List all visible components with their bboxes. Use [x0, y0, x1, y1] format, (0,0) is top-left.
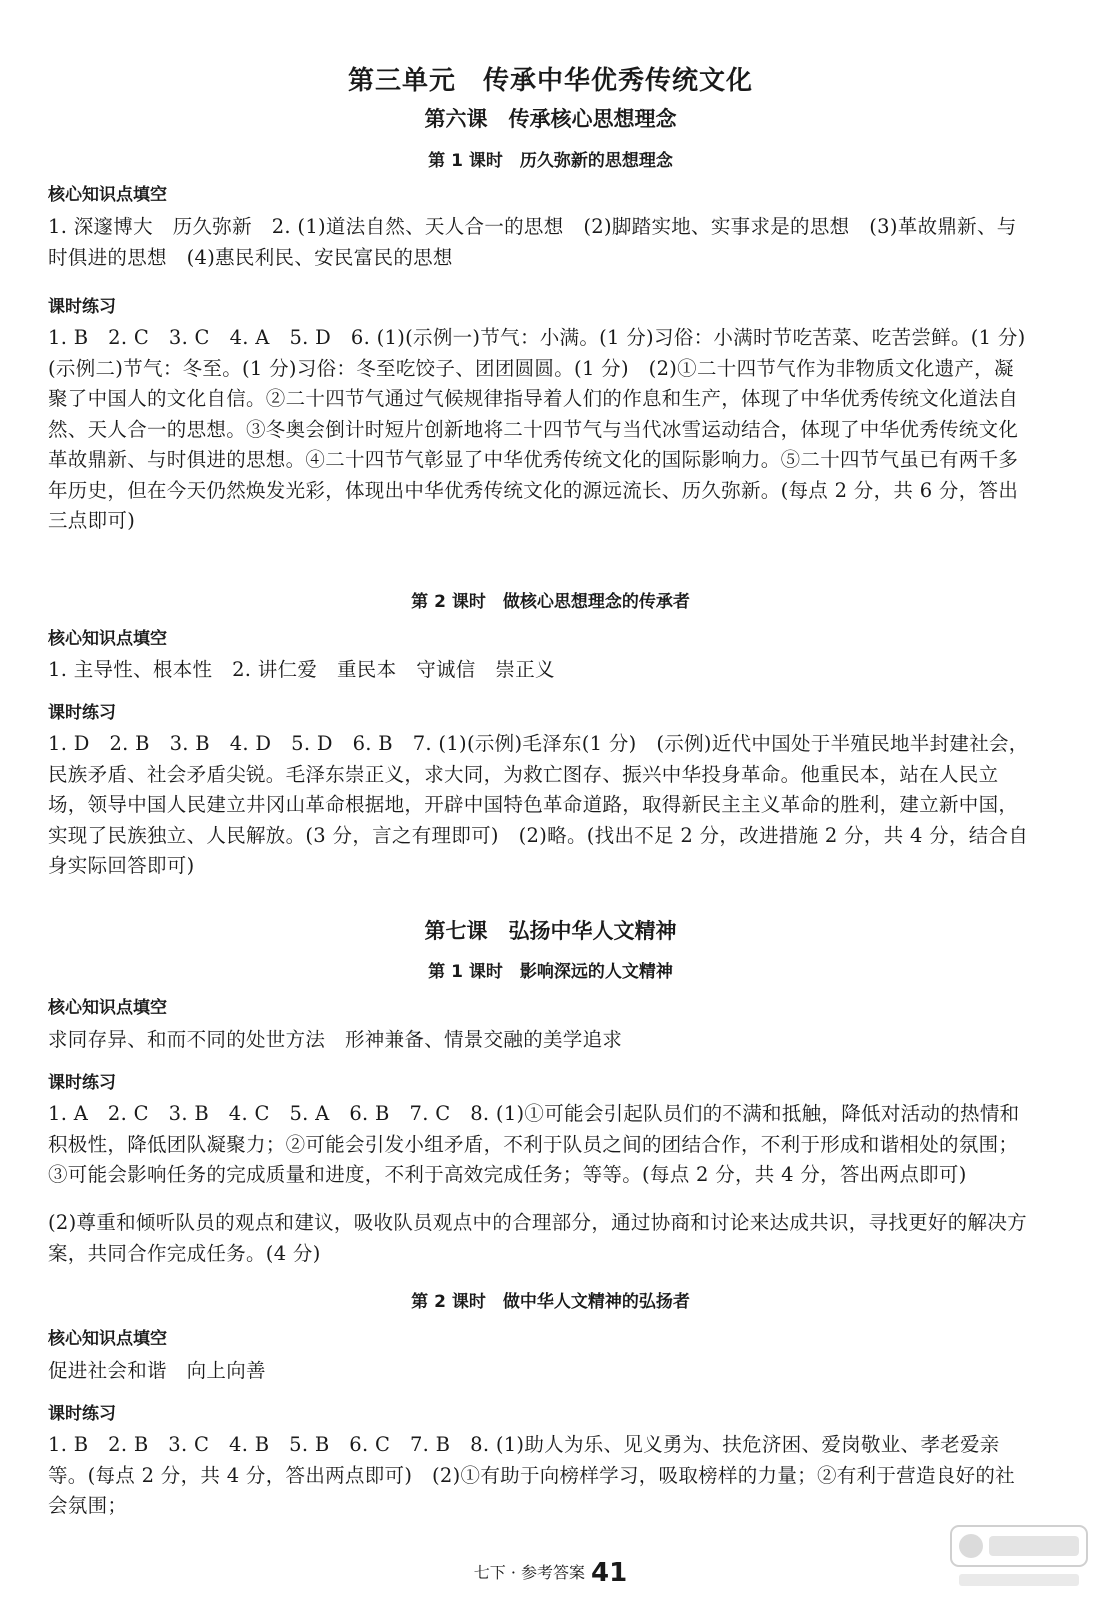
lesson6-p2-knowledge-text: 1. 主导性、根本性 2. 讲仁爱 重民本 守诚信 崇正义 [48, 658, 555, 681]
lesson6-p2-knowledge-label: 核心知识点填空 [48, 629, 167, 649]
lesson7-period1-title: 第 1 课时 影响深远的人文精神 [428, 962, 673, 982]
lesson6-p2-practice-text: 1. D 2. B 3. B 4. D 5. D 6. B 7. (1)(示例)毛泽东(1 分) (示例)近代中国处于半殖民地半封建社会，民族矛盾、社会矛盾尖锐。毛泽东崇正义，求大同，为救亡图存、振兴中华投身革命。他重民本，站在人民立场，领导中国人民建立井冈山革命根据地，开辟中国特色革命道路，取得新民主主义革命的胜利，建立新中国，实现了民族独立、人民解放。(3 分，言之有理即可) (2)略。(找出不足 2 分，改进措施 2 分，共 4 分，结合自身实际回答即可) [48, 732, 1029, 877]
lesson7-p2-knowledge-label: 核心知识点填空 [48, 1329, 167, 1349]
lesson7-p2-practice-text: 1. B 2. B 3. C 4. B 5. B 6. C 7. B 8. (1)助人为乐、见义勇为、扶危济困、爱岗敬业、孝老爱亲等。(每点 2 分，共 4 分，答出两点即可) (2)①有助于向榜样学习，吸取榜样的力量；②有利于营造良好的社会氛围； [48, 1433, 1015, 1517]
lesson7-p1-knowledge-text: 求同存异、和而不同的处世方法 形神兼备、情景交融的美学追求 [48, 1028, 623, 1051]
lesson6-period2-title: 第 2 课时 做核心思想理念的传承者 [411, 592, 690, 612]
unit-title: 第三单元 传承中华优秀传统文化 [347, 66, 753, 96]
lesson7-period2-title: 第 2 课时 做中华人文精神的弘扬者 [411, 1292, 690, 1312]
watermark-badge-icon [959, 1534, 983, 1558]
page-number: 41 [591, 1558, 628, 1588]
lesson6-p1-knowledge-label: 核心知识点填空 [48, 185, 167, 205]
lesson7-p1-practice-text: 1. A 2. C 3. B 4. C 5. A 6. B 7. C 8. (1)①可能会引起队员们的不满和抵触，降低对活动的热情和积极性，降低团队凝聚力；②可能会引发小组矛盾，不利于队员之间的团结合作，不利于形成和谐相处的氛围；③可能会影响任务的完成质量和进度，不利于高效完成任务；等等。(每点 2 分，共 4 分，答出两点即可) [48, 1102, 1020, 1186]
lesson6-p1-knowledge-text: 1. 深邃博大 历久弥新 2. (1)道法自然、天人合一的思想 (2)脚踏实地、实事求是的思想 (3)革故鼎新、与时俱进的思想 (4)惠民利民、安民富民的思想 [48, 215, 1017, 269]
watermark-url-block [959, 1574, 1079, 1586]
lesson6-title: 第六课 传承核心思想理念 [424, 107, 677, 131]
lesson7-p1-practice-text-2: (2)尊重和倾听队员的观点和建议，吸收队员观点中的合理部分，通过协商和讨论来达成共识，寻找更好的解决方案，共同合作完成任务。(4 分) [48, 1211, 1027, 1265]
footer-label: 七下 · 参考答案 [473, 1563, 586, 1582]
lesson7-p1-practice-label: 课时练习 [48, 1073, 116, 1093]
lesson6-p1-practice-text: 1. B 2. C 3. C 4. A 5. D 6. (1)(示例一)节气：小满。(1 分)习俗：小满时节吃苦菜、吃苦尝鲜。(1 分)(示例二)节气：冬至。(1 分)习俗：冬至吃饺子、团团圆圆。(1 分) (2)①二十四节气作为非物质文化遗产，凝聚了中国人的文化自信。②二十四节气通过气候规律指导着人们的作息和生产，体现了中华优秀传统文化道法自然、天人合一的思想。③冬奥会倒计时短片创新地将二十四节气与当代冰雪运动结合，体现了中华优秀传统文化革故鼎新、与时俱进的思想。④二十四节气彰显了中华优秀传统文化的国际影响力。⑤二十四节气虽已有两千多年历史，但在今天仍然焕发光彩，体现出中华优秀传统文化的源远流长、历久弥新。(每点 2 分，共 6 分，答出三点即可) [48, 326, 1026, 532]
page-footer [0, 1558, 1101, 1588]
lesson6-p2-practice-label: 课时练习 [48, 703, 116, 723]
lesson7-title: 第七课 弘扬中华人文精神 [424, 919, 677, 943]
lesson7-p2-knowledge-text: 促进社会和谐 向上向善 [48, 1359, 266, 1382]
lesson7-p1-knowledge-label: 核心知识点填空 [48, 998, 167, 1018]
lesson7-p2-practice-label: 课时练习 [48, 1404, 116, 1424]
lesson6-p1-practice-label: 课时练习 [48, 297, 116, 317]
watermark-logo [949, 1522, 1089, 1592]
watermark-text-block [989, 1536, 1079, 1556]
lesson6-period1-title: 第 1 课时 历久弥新的思想理念 [428, 151, 673, 171]
